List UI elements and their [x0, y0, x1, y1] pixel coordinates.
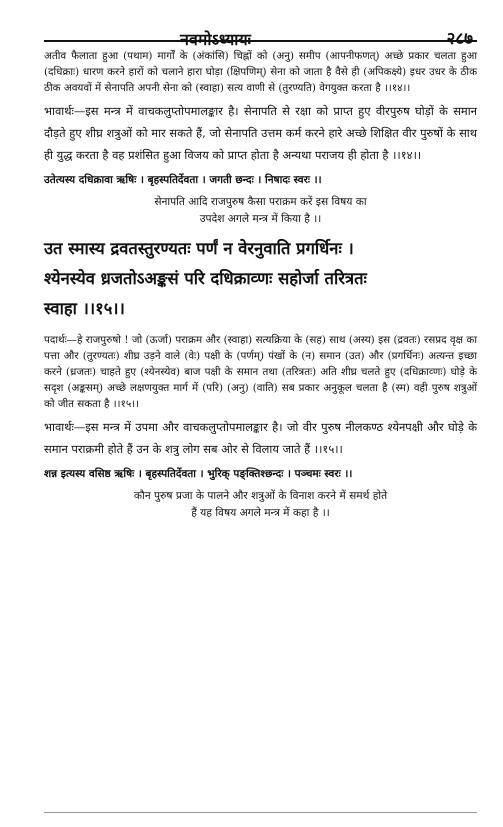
previous-bhavartha: भावार्थः—इस मन्त्र में वाचकलुप्तोपमालङ्कार है। सेनापति से रक्षा को प्राप्त हुए वीरपुरुष घोड़ों के समान दौड़ते हुए शीघ्र शत्रुओं को मार सकते हैं, जो सेनापति उत्तम कर्म करने हारे अच्छे शिक्षित वीर पुरुषों के साथ ही युद्ध करता है वह प्रशंसित हुआ विजय को प्राप्त होता है अन्यथा पराजय ही होता है ।।१४।। — [44, 104, 477, 162]
verse-intro-line-1: सेनापति आदि राजपुरुष कैसा पराक्रम करें इस विषय का — [154, 196, 367, 208]
bhavartha-paragraph: भावार्थः—इस मन्त्र में उपमा और वाचकलुप्तोपमालङ्कार है। जो वीर पुरुष नीलकण्ठ श्येनपक्षी और घोड़े के समान पराक्रमी होते हैं उन के शत्रु लोग सब ओर से विलाय जाते हैं ।।१५।। — [44, 420, 477, 456]
next-intro-line-2: हैं यह विषय अगले मन्त्र में कहा है ।। — [191, 507, 330, 519]
verse-metadata: उतेत्यस्य दधिक्रावा ऋषिः । बृहस्पतिर्देवता । जगती छन्दः । निषादः स्वरः ।। — [44, 174, 322, 186]
mantra-line-1: उत स्मास्य द्रवतस्तुरण्यतः पर्णं न वेरनुवाति प्रगर्धिनः । — [44, 239, 354, 258]
mantra-line-3: स्वाहा ।।१५।। — [44, 299, 125, 318]
padartha-paragraph: पदार्थः—हे राजपुरुषो ! जो (ऊर्जा) पराक्रम और (स्वाहा) सत्यक्रिया के (सह) साथ (अस्य) इस (द्रवतः) रसप्रद वृक्ष का पत्ता और (तुरण्यतः) शीघ्र उड़ने वाले (वेः) पक्षी के (पर्णम्) पंखों के (न) समान (उत) और (प्रगर्धिनः) अत्यन्त इच्छा करने (ध्रजतः) चाहते हुए (श्येनस्येव) बाज पक्षी के समान तथा (तरित्रतः) अति शीघ्र चलते हुए (दधिक्राव्णः) घोड़े के सदृश (अङ्कसम्) अच्छे लक्षणयुक्त मार्ग में (परि) (अनु) (वाति) सब प्रकार अनुकूल चलता है (स्म) वही पुरुष शत्रुओं को जीत सकता है ।।१५।। — [44, 334, 477, 410]
page-number: २८७ — [446, 29, 473, 49]
next-verse-metadata: शन्न इत्यस्य वसिष्ठ ऋषिः । बृहस्पतिर्देवता । भुरिक् पङ्क्तिश्छन्दः । पञ्चमः स्वरः ।। — [44, 468, 353, 480]
next-intro-line-1: कौन पुरुष प्रजा के पालने और शत्रुओं के विनाश करने में समर्थ होते — [133, 490, 388, 502]
chapter-title: नवमोऽध्यायः — [180, 30, 251, 49]
footer-rule — [44, 812, 477, 813]
header-rule — [44, 40, 477, 42]
verse-intro-line-2: उपदेश अगले मन्त्र में किया है ।। — [199, 213, 322, 225]
sanskrit-mantra — [44, 234, 477, 324]
mantra-line-2: श्येनस्येव ध्रजतोऽअङ्कसं परि दधिक्राव्णः सहोर्जा तरित्रतः — [44, 269, 367, 288]
page-content — [44, 48, 477, 522]
previous-verse-continuation: अतीव फैलाता हुआ (पथाम) मार्गों के (अंकांसि) चिह्नों को (अनु) समीप (आपनीफणत्) अच्छे प्रकार चलता हुआ (दधिक्राः) धारण करने हारों को चलाने हारा घोड़ा (क्षिपणिम्) सेना को जाता है वैसे ही (अपिकक्ष्ये) इधर उधर के ठीक ठीक अवयवों में सेनापति अपनी सेना को (स्वाहा) सत्य वाणी से (तुरण्यति) वेगयुक्त करता है ।।१४।। — [44, 50, 477, 94]
